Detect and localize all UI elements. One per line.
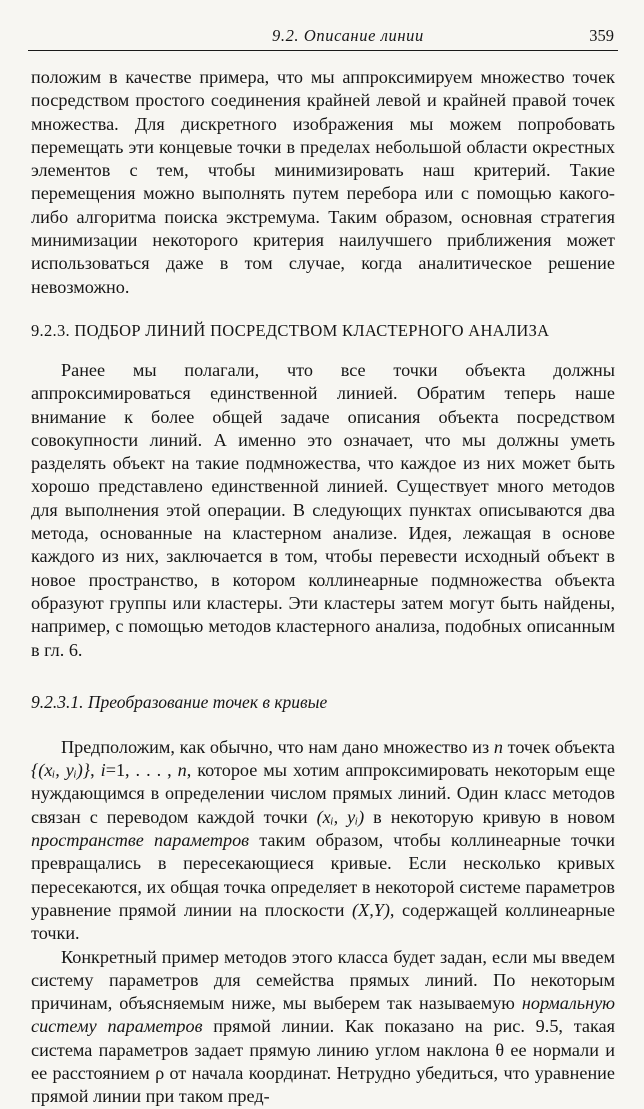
text-run: в некоторую кривую в новом (364, 806, 615, 827)
page-body (31, 66, 615, 1109)
text-run: , (90, 760, 101, 781)
running-head (28, 24, 618, 51)
running-head-title: 9.2. Описание линии (272, 26, 424, 45)
math-point: (xᵢ, yᵢ) (316, 806, 365, 827)
paragraph-normal-params (31, 946, 615, 1109)
page-number: 359 (589, 26, 614, 45)
section-heading: 9.2.3. ПОДБОР ЛИНИЙ ПОСРЕДСТВОМ КЛАСТЕРНОГО АНАЛИЗА (31, 320, 550, 340)
term-parameter-space: пространстве параметров (31, 830, 250, 851)
text-run: , которое мы хотим аппроксимировать некоторым еще нуждающимся в определении числом прямых линий. Один класс методов связан с переводом каждой точки (31, 760, 616, 827)
text-run: =1, . . . , (105, 760, 178, 781)
math-point-set: {(xᵢ, yᵢ)} (31, 760, 91, 781)
term-normal-parameters: нормальную систему параметров (31, 993, 615, 1037)
math-xy-plane: (X,Y) (352, 899, 390, 920)
math-n: n (177, 760, 187, 781)
text-run: таким образом, чтобы коллинеарные точки превращались в пересекающиеся кривые. Если несколько кривых пересекаются, их общая точка определяет в некоторой системе параметров уравнение прямой линии на плоскости (31, 830, 615, 920)
math-i: i (100, 760, 106, 781)
text-run: точек объекта (502, 736, 615, 757)
math-n: n (493, 736, 503, 757)
text-run: Конкретный пример методов этого класса будет задан, если мы введем систему параметров для семейства прямых линий. По некоторым причинам, объясняемым ниже, мы выберем так называемую (31, 946, 615, 1014)
paragraph-point-transform (31, 736, 615, 946)
paragraph-cluster-intro: Ранее мы полагали, что все точки объекта должны аппроксимироваться единственной линией. Обратим теперь наше внимание к более общей задаче описания объекта посредством совокупности линий. А именно это означает, что мы должны уметь разделять объект на такие подмножества, что каждое из них может быть хорошо представлено единственной линией. Существует много методов для выполнения этой операции. В следующих пунктах описываются два метода, основанные на кластерном анализе. Идея, лежащая в основе каждого из них, заключается в том, чтобы перевести исходный объект в новое пространство, в котором коллинеарные подмножества объекта образуют группы или кластеры. Эти кластеры затем могут быть найдены, например, с помощью методов кластерного анализа, подобных описанным в гл. 6. (31, 359, 615, 660)
text-run: , содержащей коллинеарные точки. (31, 899, 615, 944)
text-run: прямой линии. Как показано на рис. 9.5, такая система параметров задает прямую линию углом наклона θ ее нормали и ее расстоянием ρ от начала координат. Нетрудно убедиться, что уравнение прямой линии при таком пред- (31, 1016, 615, 1107)
text-run: Предположим, как обычно, что нам дано множество из (61, 736, 494, 757)
paragraph-continuation: положим в качестве примера, что мы аппроксимируем множество точек посредством простого соединения крайней левой и крайней правой точек множества. Для дискретного изображения мы можем попробовать перемещать эти концевые точки в пределах небольшой области окрестных элементов с тем, чтобы минимизировать наш критерий. Такие перемещения можно выполнять путем перебора или с помощью какого-либо алгоритма поиска экстремума. Таким образом, основная стратегия минимизации некоторого критерия наилучшего приближения может использоваться даже в том случае, когда аналитическое решение невозможно. (31, 67, 615, 297)
subsection-heading: 9.2.3.1. Преобразование точек в кривые (31, 691, 328, 712)
